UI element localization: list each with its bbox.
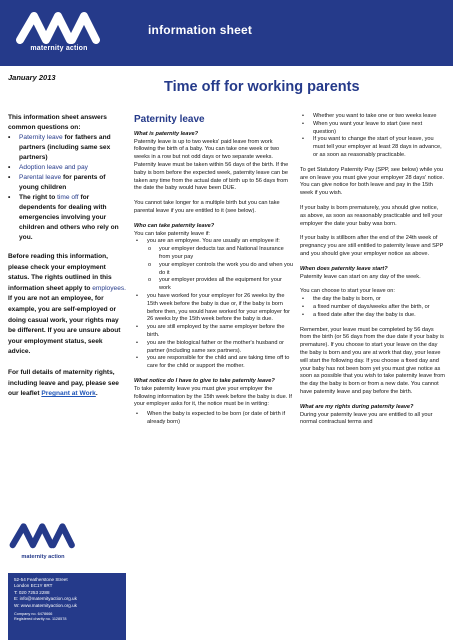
answer: Paternity leave can start on any day of the week.: [300, 273, 421, 280]
notice-list: [134, 411, 294, 427]
sub-list: [147, 246, 294, 293]
paragraph: If your baby is born prematurely, you should give notice, as above, as soon as reasonably practicable and tell your employer the date your baby was born.: [300, 204, 443, 227]
list-item: • you have worked for your employer for 26 weeks by the 15th week before the baby is due or, if the baby is born before then, you would have worked for your employer for 26 weeks by the 15th week before the baby is due.: [134, 293, 294, 324]
list-item: o your employer controls the work you do and when you do it: [147, 262, 294, 278]
answer: Paternity leave is up to two weeks' paid leave from work following the birth of a baby. You can take one week or two weeks in a row but not odd days or two separate weeks. Paternity leave must be taken within 56 days of the birth. If the baby is born before the expected week, paternity leave can be taken any time from the actual date of birth up to 56 days from the date the baby would have been DUE.: [134, 138, 289, 192]
section-heading: Paternity leave: [134, 114, 205, 125]
phone: T: 020 7253 2288: [14, 589, 50, 595]
list-item: o your employer provides all the equipment for your work: [147, 277, 294, 293]
answer: You can take paternity leave if:: [134, 230, 210, 237]
question: What is paternity leave?: [134, 130, 199, 137]
header-banner: [0, 0, 453, 66]
question: When does paternity leave start?: [300, 265, 388, 272]
address-line: London EC1Y 8RT: [14, 583, 53, 589]
contact-address-box: [8, 573, 126, 640]
list-item: • If you want to change the start of your leave, you must tell your employer at least 28 days in advance, or as soon as reasonably practicable.: [300, 136, 445, 159]
company-number: Company no. 6478666: [14, 612, 53, 617]
list-item: • the day the baby is born, or: [300, 296, 445, 304]
answer: You cannot take longer for a multiple birth but you can take parental leave if you are entitled to it (see below).: [134, 200, 280, 214]
charity-number: Registered charity no. 1128578: [14, 617, 67, 622]
logo-mark-icon: [14, 10, 104, 44]
topic-link[interactable]: time off: [57, 194, 79, 201]
further-info-note: For full details of maternity rights, including leave and pay, please see our leaflet Pregnant at Work.: [8, 368, 119, 398]
list-item: • Parental leave for parents of young children: [8, 173, 126, 193]
page-title: Time off for working parents: [164, 79, 360, 95]
pregnant-at-work-link[interactable]: Pregnant at Work: [41, 390, 96, 398]
list-item: • Paternity leave for fathers and partners (including same sex partners): [8, 133, 126, 163]
answer: During your paternity leave you are entitled to all your normal contractual terms and: [300, 411, 433, 426]
list-item: • you are an employee. You are usually an employee if: o your employer deducts tax and National Insurance from your pay o your employer controls the work you do and when you do it o your employer provides all the equipment for your work: [134, 238, 294, 293]
notice-list-cont: [300, 113, 445, 160]
list-item: • a fixed date after the day the baby is due.: [300, 312, 445, 320]
footer-logo-text: maternity action: [21, 554, 65, 560]
footer-logo-mark-icon: [8, 520, 78, 550]
logo-text: maternity action: [30, 45, 88, 52]
answer: You can choose to start your leave on:: [300, 288, 395, 295]
list-item: • a fixed number of days/weeks after the birth, or: [300, 304, 445, 312]
answer: To take paternity leave you must give your employer the following information by the 15th week before the baby is due. If your employer asks for it, the notice must be in writing:: [134, 385, 292, 408]
publication-date: January 2013: [8, 73, 56, 82]
question: What notice do I have to give to take paternity leave?: [134, 377, 275, 384]
topic-link[interactable]: Paternity leave: [19, 134, 63, 141]
continuation-column: [300, 113, 445, 427]
list-item: • The right to time off for dependents for dealing with emergencies involving your children and others who rely on you.: [8, 193, 126, 243]
paragraph: To get Statutory Paternity Pay (SPP, see below) while you are on leave you must give your employer 28 days' notice. You can give notice for both leave and pay in the 15th week if you wish.: [300, 166, 445, 197]
sidebar-column: [8, 113, 126, 410]
address-line: 52-54 Featherstone Street: [14, 577, 68, 582]
information-sheet-label: information sheet: [148, 23, 253, 37]
list-item: • you are the biological father or the mother's husband or partner (including same sex partners).: [134, 340, 294, 356]
paragraph: If your baby is stillborn after the end of the 24th week of pregnancy you are still entitled to paternity leave and SPP and you should give your employer notice as above.: [300, 235, 444, 257]
paternity-column: [134, 113, 294, 434]
maternity-action-logo[interactable]: [14, 10, 104, 58]
topic-link[interactable]: Adoption leave and pay: [19, 164, 88, 171]
topics-list: [8, 133, 126, 243]
footer-logo: [8, 520, 78, 568]
website[interactable]: W: www.maternityaction.org.uk: [14, 602, 77, 608]
employment-status-note: Before reading this information, please check your employment status. The rights outlined in this information sheet apply to employees. If you are not an employee, for example, you are self-employed or doing casual work, your rights may be different. If you are unsure about your employment status, seek advice.: [8, 253, 126, 356]
topic-link[interactable]: Parental leave: [19, 174, 62, 181]
question: What are my rights during paternity leave?: [300, 403, 414, 410]
eligibility-list: [134, 238, 294, 371]
start-options-list: [300, 296, 445, 319]
list-item: • you are responsible for the child and are taking time off to care for the child or support the mother.: [134, 355, 294, 371]
list-item: o your employer deducts tax and National Insurance from your pay: [147, 246, 294, 262]
list-item: • Whether you want to take one or two weeks leave: [300, 113, 445, 121]
list-item: [8, 163, 126, 173]
list-item: • you are still employed by the same employer before the birth.: [134, 324, 294, 340]
sidebar-intro: This information sheet answers common questions on:: [8, 114, 107, 131]
list-item: • When the baby is expected to be born (or date of birth if already born): [134, 411, 294, 427]
paragraph: Remember, your leave must be completed by 56 days from the birth (or 56 days from the due date if your baby is premature). If you choose to start your leave on the day the baby is born and you are at work that day, your leave will start the following day. If you choose a fixed day and your baby has not been born yet you must give notice as soon as possible that you wish to take paternity leave from the day the baby is born or from a new date. You cannot have paternity leave and pay before the birth.: [300, 326, 445, 395]
list-item: • When you want your leave to start (see next question): [300, 121, 445, 137]
question: Who can take paternity leave?: [134, 222, 215, 229]
email[interactable]: E: info@maternityaction.org.uk: [14, 596, 77, 602]
